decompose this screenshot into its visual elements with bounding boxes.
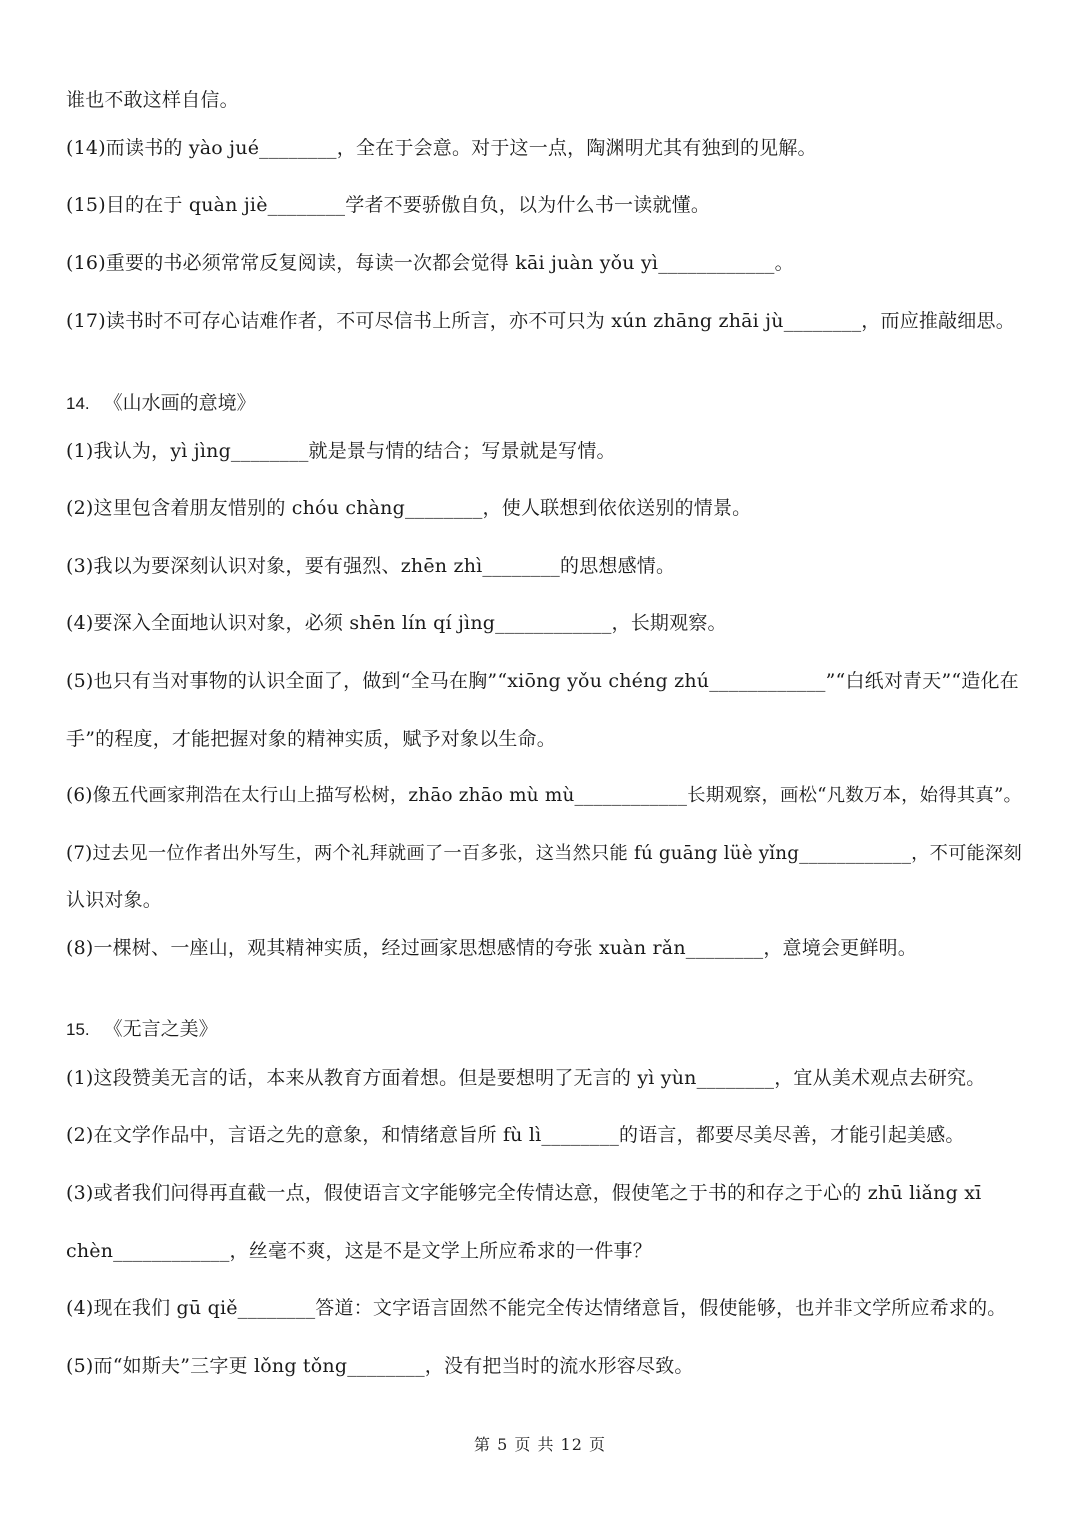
q14-line-8: (8)一棵树、一座山，观其精神实质，经过画家思想感情的夸张 xuàn rǎn________，意境会更鲜明。	[66, 937, 917, 959]
question-15-title: 《无言之美》	[103, 1018, 218, 1040]
q14-line-3: (3)我以为要深刻认识对象，要有强烈、zhēn zhì________的思想感情。	[66, 555, 676, 577]
q13-item-17: (17)读书时不可存心诘难作者，不可尽信书上所言，亦不可只为 xún zhāng zhāi jù________，而应推敲细思。	[66, 310, 1015, 332]
q14-line-5-cont: 手”的程度，才能把握对象的精神实质，赋予对象以生命。	[66, 728, 556, 750]
q14-line-5: (5)也只有当对事物的认识全面了，做到“全马在胸”“xiōng yǒu chéng zhú____________”“白纸对青天”“造化在	[66, 670, 1019, 692]
q14-line-2: (2)这里包含着朋友惜别的 chóu chàng________，使人联想到依依送别的情景。	[66, 497, 752, 519]
intro-line: 谁也不敢这样自信。	[66, 89, 239, 111]
question-15-heading	[66, 1016, 218, 1043]
q15-line-1: (1)这段赞美无言的话，本来从教育方面着想。但是要想明了无言的 yì yùn________，宜从美术观点去研究。	[66, 1067, 986, 1089]
q13-item-16: (16)重要的书必须常常反复阅读，每读一次都会觉得 kāi juàn yǒu yì____________。	[66, 252, 794, 274]
q14-line-7: (7)过去见一位作者出外写生，两个礼拜就画了一百多张，这当然只能 fú guāng lüè yǐng____________，不可能深刻	[66, 843, 1022, 864]
question-15-number: 15.	[66, 1020, 90, 1039]
q14-line-7-cont: 认识对象。	[66, 889, 163, 911]
page-footer: 第 5 页 共 12 页	[474, 1435, 606, 1454]
document-page	[66, 0, 1022, 1527]
q14-line-6: (6)像五代画家荆浩在太行山上描写松树，zhāo zhāo mù mù____________长期观察，画松“凡数万本，始得其真”。	[66, 785, 1023, 806]
q15-line-5: (5)而“如斯夫”三字更 lǒng tǒng________，没有把当时的流水形容尽致。	[66, 1355, 694, 1377]
q15-line-4: (4)现在我们 gū qiě________答道：文字语言固然不能完全传达情绪意旨，假使能够，也并非文学所应希求的。	[66, 1297, 1007, 1319]
question-14-number: 14.	[66, 394, 90, 413]
question-14-title: 《山水画的意境》	[103, 392, 256, 414]
q15-line-3-cont: chèn____________，丝毫不爽，这是不是文学上所应希求的一件事？	[66, 1240, 652, 1262]
q14-line-1: (1)我认为，yì jìng________就是景与情的结合；写景就是写情。	[66, 440, 616, 462]
q13-item-14: (14)而读书的 yào jué________，全在于会意。对于这一点，陶渊明尤其有独到的见解。	[66, 137, 817, 159]
q14-line-4: (4)要深入全面地认识对象，必须 shēn lín qí jìng____________，长期观察。	[66, 612, 727, 634]
question-14-heading	[66, 390, 256, 417]
q13-item-15: (15)目的在于 quàn jiè________学者不要骄傲自负，以为什么书一读就懂。	[66, 194, 711, 216]
q15-line-2: (2)在文学作品中，言语之先的意象，和情绪意旨所 fù lì________的语言，都要尽美尽善，才能引起美感。	[66, 1124, 965, 1146]
q15-line-3: (3)或者我们问得再直截一点，假使语言文字能够完全传情达意，假使笔之于书的和存之于心的 zhū liǎng xī	[66, 1182, 982, 1204]
